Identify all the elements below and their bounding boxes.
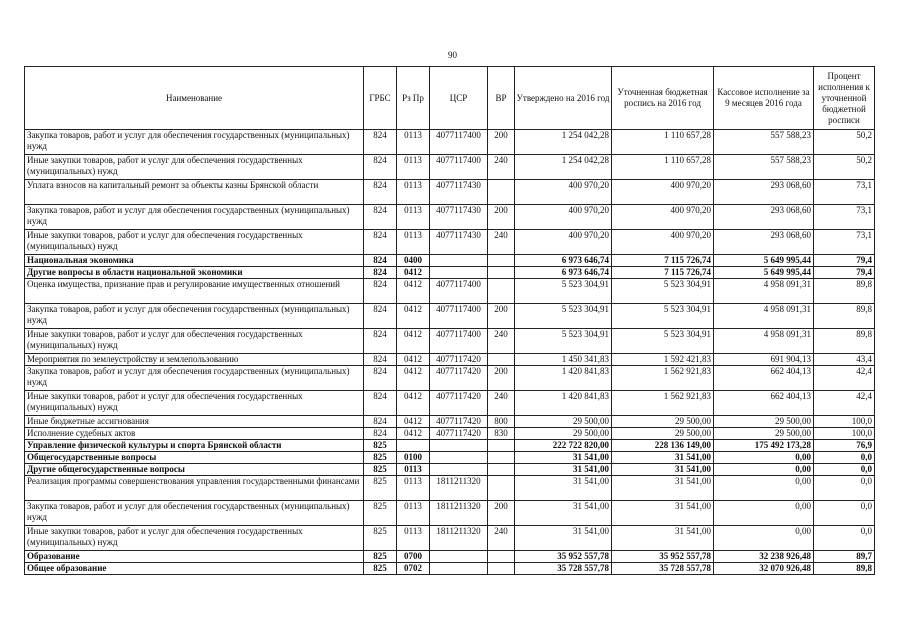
cell-vr: 240 — [488, 329, 515, 354]
cell-name: Иные бюджетные ассигнования — [25, 416, 364, 428]
cell-grbs: 824 — [364, 366, 397, 391]
cell-refined: 29 500,00 — [612, 416, 714, 428]
cell-percent: 89,8 — [814, 279, 875, 304]
cell-cash: 32 070 926,48 — [714, 563, 814, 575]
cell-cash: 0,00 — [714, 452, 814, 464]
cell-percent: 89,7 — [814, 551, 875, 563]
cell-csr — [430, 563, 488, 575]
cell-refined: 31 541,00 — [612, 476, 714, 501]
cell-grbs: 824 — [364, 230, 397, 255]
table-row — [25, 551, 875, 563]
table-row — [25, 255, 875, 267]
cell-csr: 4077117400 — [430, 155, 488, 180]
table-row — [25, 452, 875, 464]
cell-approved: 29 500,00 — [515, 416, 612, 428]
cell-grbs: 824 — [364, 205, 397, 230]
budget-table — [24, 66, 875, 575]
cell-rzpr: 0100 — [397, 452, 430, 464]
cell-name: Иные закупки товаров, работ и услуг для обеспечения государственных (муниципальных) нужд — [25, 391, 364, 416]
cell-rzpr: 0113 — [397, 155, 430, 180]
cell-refined: 5 523 304,91 — [612, 279, 714, 304]
cell-grbs: 824 — [364, 354, 397, 366]
cell-refined: 7 115 726,74 — [612, 255, 714, 267]
cell-refined: 29 500,00 — [612, 428, 714, 440]
cell-vr: 800 — [488, 416, 515, 428]
cell-grbs: 825 — [364, 526, 397, 551]
cell-rzpr: 0412 — [397, 267, 430, 279]
cell-vr — [488, 464, 515, 476]
cell-vr: 200 — [488, 304, 515, 329]
cell-refined: 31 541,00 — [612, 464, 714, 476]
table-row — [25, 329, 875, 354]
table-row — [25, 267, 875, 279]
cell-csr: 1811211320 — [430, 526, 488, 551]
cell-vr: 200 — [488, 205, 515, 230]
cell-approved: 400 970,20 — [515, 230, 612, 255]
cell-name: Иные закупки товаров, работ и услуг для обеспечения государственных (муниципальных) нужд — [25, 526, 364, 551]
cell-vr — [488, 476, 515, 501]
cell-csr: 4077117420 — [430, 391, 488, 416]
cell-name: Национальная экономика — [25, 255, 364, 267]
table-row — [25, 526, 875, 551]
cell-percent: 43,4 — [814, 354, 875, 366]
cell-cash: 691 904,13 — [714, 354, 814, 366]
table-row — [25, 416, 875, 428]
cell-percent: 89,8 — [814, 304, 875, 329]
cell-vr: 200 — [488, 501, 515, 526]
header-name: Наименование — [25, 67, 364, 130]
cell-vr: 830 — [488, 428, 515, 440]
cell-rzpr — [397, 440, 430, 452]
cell-name: Общегосударственные вопросы — [25, 452, 364, 464]
cell-refined: 31 541,00 — [612, 452, 714, 464]
cell-percent: 50,2 — [814, 130, 875, 155]
cell-csr — [430, 452, 488, 464]
table-row — [25, 428, 875, 440]
cell-cash: 293 068,60 — [714, 205, 814, 230]
cell-csr: 4077117400 — [430, 304, 488, 329]
cell-approved: 35 952 557,78 — [515, 551, 612, 563]
cell-grbs: 825 — [364, 464, 397, 476]
cell-approved: 6 973 646,74 — [515, 267, 612, 279]
cell-name: Иные закупки товаров, работ и услуг для обеспечения государственных (муниципальных) нужд — [25, 155, 364, 180]
table-row — [25, 230, 875, 255]
header-csr: ЦСР — [430, 67, 488, 130]
cell-name: Оценка имущества, признание прав и регулирование имущественных отношений — [25, 279, 364, 304]
cell-percent: 73,1 — [814, 205, 875, 230]
cell-vr — [488, 563, 515, 575]
table-row — [25, 354, 875, 366]
cell-refined: 5 523 304,91 — [612, 304, 714, 329]
header-vr: ВР — [488, 67, 515, 130]
cell-percent: 76,9 — [814, 440, 875, 452]
cell-rzpr: 0412 — [397, 304, 430, 329]
cell-percent: 89,8 — [814, 329, 875, 354]
cell-cash: 0,00 — [714, 464, 814, 476]
cell-cash: 4 958 091,31 — [714, 329, 814, 354]
cell-csr: 4077117400 — [430, 329, 488, 354]
cell-grbs: 824 — [364, 329, 397, 354]
cell-refined: 1 562 921,83 — [612, 366, 714, 391]
cell-vr — [488, 180, 515, 205]
cell-rzpr: 0700 — [397, 551, 430, 563]
cell-name: Управление физической культуры и спорта Брянской области — [25, 440, 364, 452]
cell-vr: 200 — [488, 130, 515, 155]
cell-percent: 79,4 — [814, 267, 875, 279]
cell-vr — [488, 255, 515, 267]
cell-percent: 89,8 — [814, 563, 875, 575]
cell-grbs: 825 — [364, 501, 397, 526]
cell-rzpr: 0412 — [397, 391, 430, 416]
cell-percent: 42,4 — [814, 391, 875, 416]
cell-name: Иные закупки товаров, работ и услуг для обеспечения государственных (муниципальных) нужд — [25, 230, 364, 255]
cell-approved: 5 523 304,91 — [515, 329, 612, 354]
cell-percent: 73,1 — [814, 230, 875, 255]
cell-percent: 50,2 — [814, 155, 875, 180]
table-row — [25, 391, 875, 416]
header-cash: Кассовое исполнение за 9 месяцев 2016 года — [714, 67, 814, 130]
cell-refined: 1 110 657,28 — [612, 130, 714, 155]
table-row — [25, 464, 875, 476]
cell-csr: 4077117430 — [430, 230, 488, 255]
cell-grbs: 824 — [364, 155, 397, 180]
cell-percent: 0,0 — [814, 501, 875, 526]
cell-vr: 200 — [488, 366, 515, 391]
cell-csr: 4077117400 — [430, 130, 488, 155]
cell-name: Другие общегосударственные вопросы — [25, 464, 364, 476]
cell-cash: 293 068,60 — [714, 230, 814, 255]
header-grbs: ГРБС — [364, 67, 397, 130]
cell-approved: 6 973 646,74 — [515, 255, 612, 267]
cell-name: Закупка товаров, работ и услуг для обеспечения государственных (муниципальных) нужд — [25, 501, 364, 526]
cell-refined: 400 970,20 — [612, 180, 714, 205]
cell-cash: 5 649 995,44 — [714, 267, 814, 279]
cell-approved: 1 420 841,83 — [515, 391, 612, 416]
cell-approved: 31 541,00 — [515, 476, 612, 501]
cell-cash: 557 588,23 — [714, 130, 814, 155]
cell-percent: 0,0 — [814, 464, 875, 476]
cell-rzpr: 0412 — [397, 366, 430, 391]
cell-refined: 1 110 657,28 — [612, 155, 714, 180]
cell-percent: 0,0 — [814, 476, 875, 501]
cell-csr — [430, 255, 488, 267]
cell-cash: 29 500,00 — [714, 416, 814, 428]
cell-refined: 7 115 726,74 — [612, 267, 714, 279]
cell-approved: 31 541,00 — [515, 501, 612, 526]
cell-name: Образование — [25, 551, 364, 563]
cell-csr: 4077117430 — [430, 180, 488, 205]
cell-rzpr: 0412 — [397, 428, 430, 440]
cell-csr — [430, 440, 488, 452]
cell-cash: 0,00 — [714, 476, 814, 501]
cell-refined: 1 562 921,83 — [612, 391, 714, 416]
cell-vr: 240 — [488, 230, 515, 255]
cell-cash: 0,00 — [714, 526, 814, 551]
cell-csr: 1811211320 — [430, 476, 488, 501]
cell-approved: 1 254 042,28 — [515, 130, 612, 155]
cell-approved: 31 541,00 — [515, 526, 612, 551]
cell-vr: 240 — [488, 391, 515, 416]
cell-refined: 35 952 557,78 — [612, 551, 714, 563]
cell-refined: 31 541,00 — [612, 501, 714, 526]
cell-grbs: 824 — [364, 267, 397, 279]
cell-csr: 4077117420 — [430, 428, 488, 440]
cell-cash: 557 588,23 — [714, 155, 814, 180]
cell-rzpr: 0113 — [397, 464, 430, 476]
cell-grbs: 824 — [364, 130, 397, 155]
cell-approved: 400 970,20 — [515, 180, 612, 205]
header-approved: Утверждено на 2016 год — [515, 67, 612, 130]
cell-percent: 100,0 — [814, 416, 875, 428]
cell-csr: 4077117400 — [430, 279, 488, 304]
cell-rzpr: 0113 — [397, 501, 430, 526]
cell-percent: 100,0 — [814, 428, 875, 440]
cell-csr: 4077117430 — [430, 205, 488, 230]
cell-grbs: 825 — [364, 551, 397, 563]
cell-grbs: 825 — [364, 452, 397, 464]
header-percent: Процент исполнения к уточненной бюджетной росписи — [814, 67, 875, 130]
cell-rzpr: 0412 — [397, 279, 430, 304]
table-row — [25, 501, 875, 526]
table-row — [25, 304, 875, 329]
cell-name: Другие вопросы в области национальной экономики — [25, 267, 364, 279]
cell-percent: 0,0 — [814, 526, 875, 551]
cell-vr: 240 — [488, 155, 515, 180]
cell-approved: 222 722 820,00 — [515, 440, 612, 452]
header-refined: Уточненная бюджетная роспись на 2016 год — [612, 67, 714, 130]
cell-approved: 31 541,00 — [515, 464, 612, 476]
cell-rzpr: 0113 — [397, 130, 430, 155]
table-row — [25, 440, 875, 452]
table-row — [25, 563, 875, 575]
cell-approved: 29 500,00 — [515, 428, 612, 440]
cell-refined: 400 970,20 — [612, 205, 714, 230]
cell-cash: 4 958 091,31 — [714, 304, 814, 329]
table-row — [25, 205, 875, 230]
cell-cash: 662 404,13 — [714, 391, 814, 416]
cell-rzpr: 0412 — [397, 354, 430, 366]
cell-grbs: 824 — [364, 279, 397, 304]
cell-percent: 42,4 — [814, 366, 875, 391]
cell-vr — [488, 279, 515, 304]
cell-approved: 1 450 341,83 — [515, 354, 612, 366]
cell-grbs: 825 — [364, 563, 397, 575]
cell-vr — [488, 354, 515, 366]
table-row — [25, 366, 875, 391]
cell-refined: 5 523 304,91 — [612, 329, 714, 354]
cell-name: Закупка товаров, работ и услуг для обеспечения государственных (муниципальных) нужд — [25, 304, 364, 329]
page-number: 90 — [448, 50, 457, 60]
cell-grbs: 824 — [364, 428, 397, 440]
cell-csr — [430, 464, 488, 476]
cell-rzpr: 0412 — [397, 329, 430, 354]
cell-cash: 662 404,13 — [714, 366, 814, 391]
cell-vr — [488, 267, 515, 279]
cell-percent: 0,0 — [814, 452, 875, 464]
cell-cash: 0,00 — [714, 501, 814, 526]
cell-csr: 4077117420 — [430, 416, 488, 428]
cell-approved: 1 254 042,28 — [515, 155, 612, 180]
cell-refined: 1 592 421,83 — [612, 354, 714, 366]
cell-refined: 31 541,00 — [612, 526, 714, 551]
cell-approved: 400 970,20 — [515, 205, 612, 230]
cell-grbs: 824 — [364, 255, 397, 267]
cell-name: Исполнение судебных актов — [25, 428, 364, 440]
cell-grbs: 825 — [364, 476, 397, 501]
cell-refined: 400 970,20 — [612, 230, 714, 255]
cell-rzpr: 0400 — [397, 255, 430, 267]
cell-rzpr: 0113 — [397, 476, 430, 501]
cell-cash: 32 238 926,48 — [714, 551, 814, 563]
table-row — [25, 279, 875, 304]
table-row — [25, 130, 875, 155]
cell-grbs: 824 — [364, 391, 397, 416]
cell-vr: 240 — [488, 526, 515, 551]
cell-approved: 5 523 304,91 — [515, 304, 612, 329]
cell-cash: 5 649 995,44 — [714, 255, 814, 267]
cell-csr — [430, 551, 488, 563]
cell-grbs: 825 — [364, 440, 397, 452]
cell-refined: 35 728 557,78 — [612, 563, 714, 575]
cell-vr — [488, 440, 515, 452]
cell-name: Мероприятия по землеустройству и землепользованию — [25, 354, 364, 366]
cell-cash: 293 068,60 — [714, 180, 814, 205]
cell-csr: 1811211320 — [430, 501, 488, 526]
cell-csr: 4077117420 — [430, 366, 488, 391]
cell-cash: 4 958 091,31 — [714, 279, 814, 304]
cell-vr — [488, 452, 515, 464]
cell-approved: 1 420 841,83 — [515, 366, 612, 391]
cell-name: Реализация программы совершенствования управления государственными финансами — [25, 476, 364, 501]
cell-rzpr: 0113 — [397, 180, 430, 205]
cell-rzpr: 0702 — [397, 563, 430, 575]
table-header-row — [25, 67, 875, 130]
header-rzpr: Рз Пр — [397, 67, 430, 130]
cell-cash: 29 500,00 — [714, 428, 814, 440]
cell-name: Иные закупки товаров, работ и услуг для обеспечения государственных (муниципальных) нужд — [25, 329, 364, 354]
cell-name: Уплата взносов на капитальный ремонт за объекты казны Брянской области — [25, 180, 364, 205]
cell-rzpr: 0113 — [397, 526, 430, 551]
cell-refined: 228 136 149,00 — [612, 440, 714, 452]
cell-vr — [488, 551, 515, 563]
cell-grbs: 824 — [364, 304, 397, 329]
cell-grbs: 824 — [364, 180, 397, 205]
cell-csr: 4077117420 — [430, 354, 488, 366]
cell-approved: 35 728 557,78 — [515, 563, 612, 575]
table-row — [25, 180, 875, 205]
cell-rzpr: 0412 — [397, 416, 430, 428]
cell-percent: 79,4 — [814, 255, 875, 267]
table-row — [25, 476, 875, 501]
cell-approved: 31 541,00 — [515, 452, 612, 464]
cell-rzpr: 0113 — [397, 230, 430, 255]
cell-approved: 5 523 304,91 — [515, 279, 612, 304]
table-row — [25, 155, 875, 180]
cell-name: Общее образование — [25, 563, 364, 575]
cell-name: Закупка товаров, работ и услуг для обеспечения государственных (муниципальных) нужд — [25, 205, 364, 230]
cell-percent: 73,1 — [814, 180, 875, 205]
cell-grbs: 824 — [364, 416, 397, 428]
cell-rzpr: 0113 — [397, 205, 430, 230]
cell-cash: 175 492 173,28 — [714, 440, 814, 452]
cell-name: Закупка товаров, работ и услуг для обеспечения государственных (муниципальных) нужд — [25, 130, 364, 155]
cell-name: Закупка товаров, работ и услуг для обеспечения государственных (муниципальных) нужд — [25, 366, 364, 391]
cell-csr — [430, 267, 488, 279]
